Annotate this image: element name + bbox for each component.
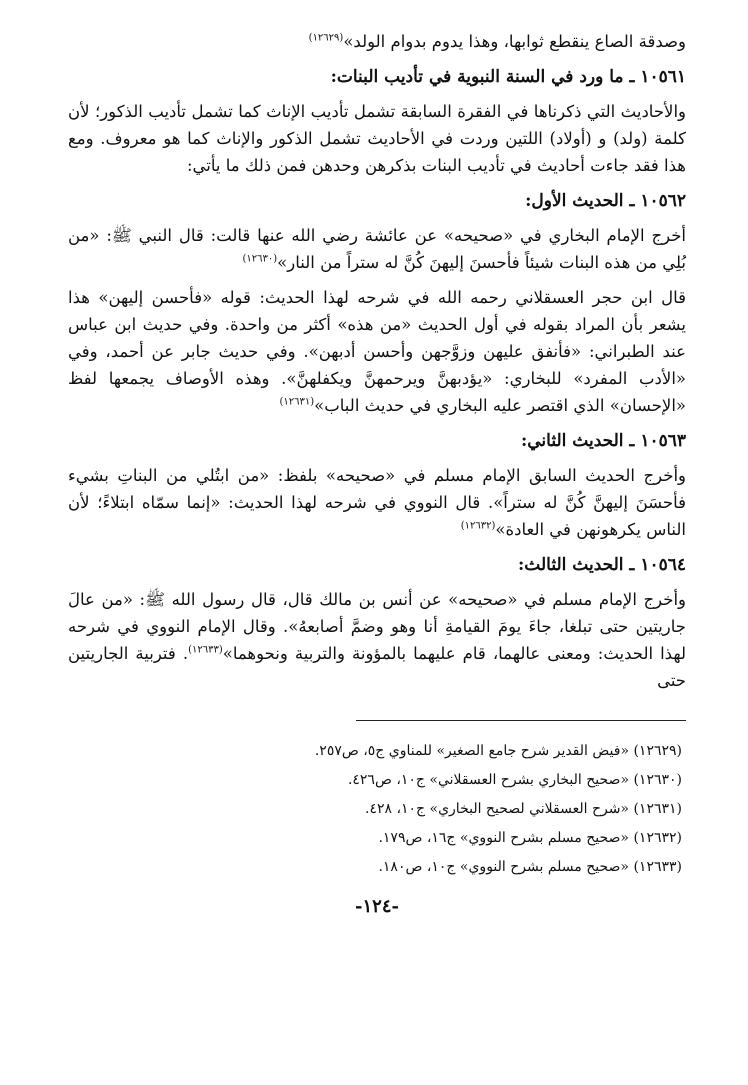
section-heading	[68, 428, 686, 454]
paragraph-text: وصدقة الصاع ينقطع ثوابها، وهذا يدوم بدوام الولد»	[343, 32, 686, 51]
body-text	[68, 28, 686, 694]
paragraph	[68, 98, 686, 179]
heading-text: ١٠٥٦٢ ـ الحديث الأول:	[525, 191, 686, 211]
footnote-item: (١٢٦٣٢) «صحيح مسلم بشرح النووي» ج١٦، ص١٧٩.	[378, 830, 682, 846]
footnote-reference: (١٢٦٢٩)	[308, 32, 344, 44]
section-heading	[68, 552, 686, 578]
footnote-item: (١٢٦٣٣) «صحيح مسلم بشرح النووي» ج١٠، ص١٨٠.	[378, 859, 682, 875]
paragraph-text: والأحاديث التي ذكرناها في الفقرة السابقة تشمل تأديب الإناث كما تشمل تأديب الذكور؛ لأن كلمة (ولد) و (أولاد) اللتين وردت في الأحاديث تشمل الذكور والإناث كما هو معروف. ومع هذا فقد جاءت أحاديث في تأديب البنات بذكرهن وحدهن فمن ذلك ما يأتي:	[68, 102, 686, 175]
paragraph-text: أخرج الإمام البخاري في «صحيحه» عن عائشة رضي الله عنها قالت: قال النبي ﷺ: «من بُلِي من هذه البنات شيئاً فأحسنَ إليهنَ كُنَّ له ستراً من النار»	[68, 226, 686, 272]
section-heading	[68, 188, 686, 214]
footnote-reference: (١٢٦٣٢)	[460, 520, 496, 532]
heading-text: ١٠٥٦١ ـ ما ورد في السنة النبوية في تأديب البنات:	[330, 67, 686, 87]
paragraph	[68, 222, 686, 276]
paragraph	[68, 284, 686, 419]
section-heading	[68, 64, 686, 90]
paragraph-text: وأخرج الإمام مسلم في «صحيحه» عن أنس بن مالك قال، قال رسول الله ﷺ: «من عالَ جاريتين حتى تبلغا، جاءَ يومَ القيامةِ أنا وهو وضمَّ أصابعهُ». وقال الإمام النووي في شرحه لهذا الحديث: ومعنى عالهما، قام عليهما بالمؤونة والتربية ونحوهما»	[68, 590, 686, 663]
footnote-item: (١٢٦٢٩) «فيض القدير شرح جامع الصغير» للمناوي ج٥، ص٢٥٧.	[314, 743, 682, 759]
heading-text: ١٠٥٦٤ ـ الحديث الثالث:	[518, 555, 686, 575]
paragraph-text: وأخرج الحديث السابق الإمام مسلم في «صحيحه» بلفظ: «من ابتُلي من البناتِ بشيء فأحسَنَ إليهنَّ كُنَّ له ستراً». قال النووي في شرحه لهذا الحديث: «إنما سمّاه ابتلاءً؛ لأن الناس يكرهونهن في العادة»	[68, 466, 686, 539]
paragraph	[68, 28, 686, 55]
paragraph-text: قال ابن حجر العسقلاني رحمه الله في شرحه لهذا الحديث: قوله «فأحسن إليهن» هذا يشعر بأن المراد بقوله في أول الحديث «من هذه» أكثر من واحدة. وفي حديث ابن عباس عند الطبراني: «فأنفق عليهن وزوَّجهن وأحسن أدبهن». وفي حديث جابر عن أحمد، وفي «الأدب المفرد» للبخاري: «يؤدبهنَّ ويرحمهنَّ ويكفلهنَّ». وهذه الأوصاف يجمعها لفظ «الإحسان» الذي اقتصر عليه البخاري في حديث الباب»	[68, 288, 686, 415]
paragraph-tail: . فتربية الجاريتين حتى	[68, 644, 686, 690]
footnote-item: (١٢٦٣٠) «صحيح البخاري بشرح العسقلاني» ج١٠، ص٤٢٦.	[347, 772, 682, 788]
heading-text: ١٠٥٦٣ ـ الحديث الثاني:	[520, 431, 686, 451]
footnote-divider	[356, 720, 686, 721]
paragraph	[68, 586, 686, 694]
footnote-item: (١٢٦٣١) «شرح العسقلاني لصحيح البخاري» ج١٠، ٤٢٨.	[365, 801, 682, 817]
footnotes-list	[68, 737, 686, 882]
footnote-reference: (١٢٦٣٣)	[188, 644, 223, 656]
footnote-reference: (١٢٦٣٠)	[242, 253, 278, 265]
paragraph	[68, 462, 686, 543]
page-number: -١٢٤-	[355, 896, 399, 917]
footnote-reference: (١٢٦٣١)	[279, 396, 315, 408]
